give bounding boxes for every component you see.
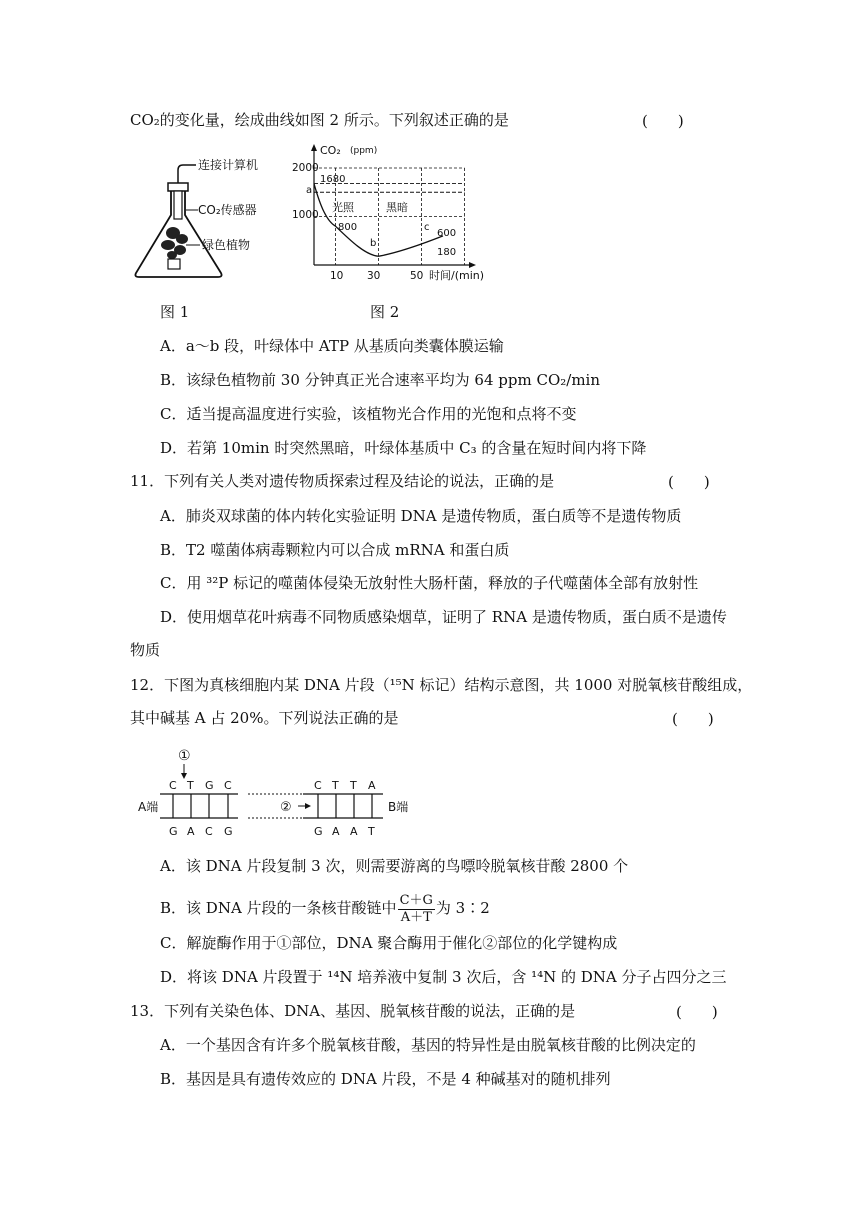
label-800: 800 [338, 222, 358, 233]
bases-bottom [169, 825, 375, 838]
q12-option-b: B．该 DNA 片段的一条核苷酸链中 $\frac{C+G}{A+T}$ 为 3∶2 [160, 892, 490, 925]
circle-1-label: ① [178, 748, 191, 764]
q12-option-a: A．该 DNA 片段复制 3 次，则需要游离的鸟嘌呤脱氧核苷酸 2800 个 [160, 857, 629, 875]
x-tick-50: 50 [410, 270, 424, 282]
base-bottom-left-1: A [187, 825, 195, 838]
q11-option-d: D．使用烟草花叶病毒不同物质感染烟草，证明了 RNA 是遗传物质，蛋白质不是遗传 [160, 608, 727, 626]
base-bottom-left-3: G [224, 825, 233, 838]
base-bottom-left-0: G [169, 825, 178, 838]
q10-option-a: A．a～b 段，叶绿体中 ATP 从基质向类囊体膜运输 [160, 337, 504, 355]
figure-2-caption: 图 2 [370, 303, 400, 321]
plant-icon [161, 227, 188, 269]
y-unit: (ppm) [350, 146, 378, 156]
q13-stem: 13．下列有关染色体、DNA、基因、脱氧核苷酸的说法，正确的是 [130, 1002, 576, 1020]
label-180: 180 [437, 247, 457, 258]
q10-option-d: D．若第 10min 时突然黑暗，叶绿体基质中 C₃ 的含量在短时间内将下降 [160, 439, 647, 457]
stopper [168, 183, 188, 191]
q10-stem-tail: CO₂的变化量，绘成曲线如图 2 所示。下列叙述正确的是 [130, 111, 509, 129]
base-pair-rungs [173, 794, 372, 818]
base-top-right-0: C [314, 779, 322, 792]
base-bottom-right-1: A [332, 825, 340, 838]
answer-paren: ( ) [642, 112, 684, 130]
q12-stem-line1: 12．下图为真核细胞内某 DNA 片段（¹⁵N 标记）结构示意图，共 1000 对脱氧核苷酸组成， [130, 676, 753, 694]
x-axis-arrow [469, 262, 476, 268]
q11-option-c: C．用 ³²P 标记的噬菌体侵染无放射性大肠杆菌，释放的子代噬菌体全部有放射性 [160, 574, 699, 592]
circle-2-label: ② [280, 800, 292, 815]
a-end-label: A端 [138, 800, 159, 814]
base-top-right-3: A [368, 779, 376, 792]
base-top-right-2: T [350, 779, 357, 792]
point-c: c [424, 222, 430, 233]
base-bottom-right-3: T [368, 825, 375, 838]
y-tick-2000: 2000 [292, 162, 319, 174]
figure-1-caption: 图 1 [160, 303, 190, 321]
base-top-left-2: G [205, 779, 214, 792]
cable-line [178, 165, 196, 183]
label-light: 光照 [332, 201, 354, 214]
figure-2-chart [292, 140, 507, 285]
q12-stem-line2: 其中碱基 A 占 20%。下列说法正确的是 [130, 709, 399, 727]
q12-option-c: C．解旋酶作用于①部位，DNA 聚合酶用于催化②部位的化学键构成 [160, 934, 618, 952]
point-b: b [370, 238, 377, 249]
q11-option-d-continuation: 物质 [130, 641, 161, 659]
q11-stem: 11．下列有关人类对遗传物质探索过程及结论的说法，正确的是 [130, 472, 555, 490]
answer-paren: ( ) [668, 473, 710, 491]
label-dark: 黑暗 [386, 201, 408, 214]
q12-option-d: D．将该 DNA 片段置于 ¹⁴N 培养液中复制 3 次后，含 ¹⁴N 的 DNA 分子占四分之三 [160, 968, 727, 986]
y-tick-1000: 1000 [292, 209, 319, 221]
point-a: a [306, 185, 313, 196]
q10-option-c: C．适当提高温度进行实验，该植物光合作用的光饱和点将不变 [160, 405, 577, 423]
answer-paren: ( ) [672, 710, 714, 728]
label-plant: 绿色植物 [202, 238, 251, 252]
base-top-right-1: T [332, 779, 339, 792]
y-axis-arrow [311, 144, 317, 151]
arrow-2-head [305, 803, 311, 809]
label-1680: 1680 [320, 174, 346, 185]
dna-structure-diagram [138, 742, 420, 847]
figure-1-flask [130, 155, 275, 287]
sensor-rod [174, 191, 182, 219]
answer-paren: ( ) [676, 1003, 718, 1021]
label-600: 600 [437, 228, 457, 239]
bases-top [169, 779, 376, 792]
q13-option-b: B．基因是具有遗传效应的 DNA 片段，不是 4 种碱基对的随机排列 [160, 1070, 611, 1088]
label-computer: 连接计算机 [198, 158, 259, 172]
base-bottom-right-2: A [350, 825, 358, 838]
base-top-left-0: C [169, 779, 177, 792]
q10-option-b: B．该绿色植物前 30 分钟真正光合速率平均为 64 ppm CO₂/min [160, 371, 600, 389]
b-end-label: B端 [388, 800, 409, 814]
label-sensor: CO₂传感器 [198, 203, 257, 217]
base-bottom-right-0: G [314, 825, 323, 838]
q13-option-a: A．一个基因含有许多个脱氧核苷酸，基因的特异性是由脱氧核苷酸的比例决定的 [160, 1036, 696, 1054]
x-tick-10: 10 [330, 270, 344, 282]
base-bottom-left-2: C [205, 825, 213, 838]
q11-option-a: A．肺炎双球菌的体内转化实验证明 DNA 是遗传物质，蛋白质等不是遗传物质 [160, 507, 682, 525]
base-top-left-3: C [224, 779, 232, 792]
q11-option-b: B．T2 噬菌体病毒颗粒内可以合成 mRNA 和蛋白质 [160, 541, 510, 559]
x-title: 时间/(min) [429, 269, 485, 282]
base-top-left-1: T [187, 779, 194, 792]
y-title: CO₂ [320, 144, 341, 157]
x-tick-30: 30 [367, 270, 381, 282]
fraction-cg-at: $\frac{C+G}{A+T}$ [399, 892, 433, 925]
